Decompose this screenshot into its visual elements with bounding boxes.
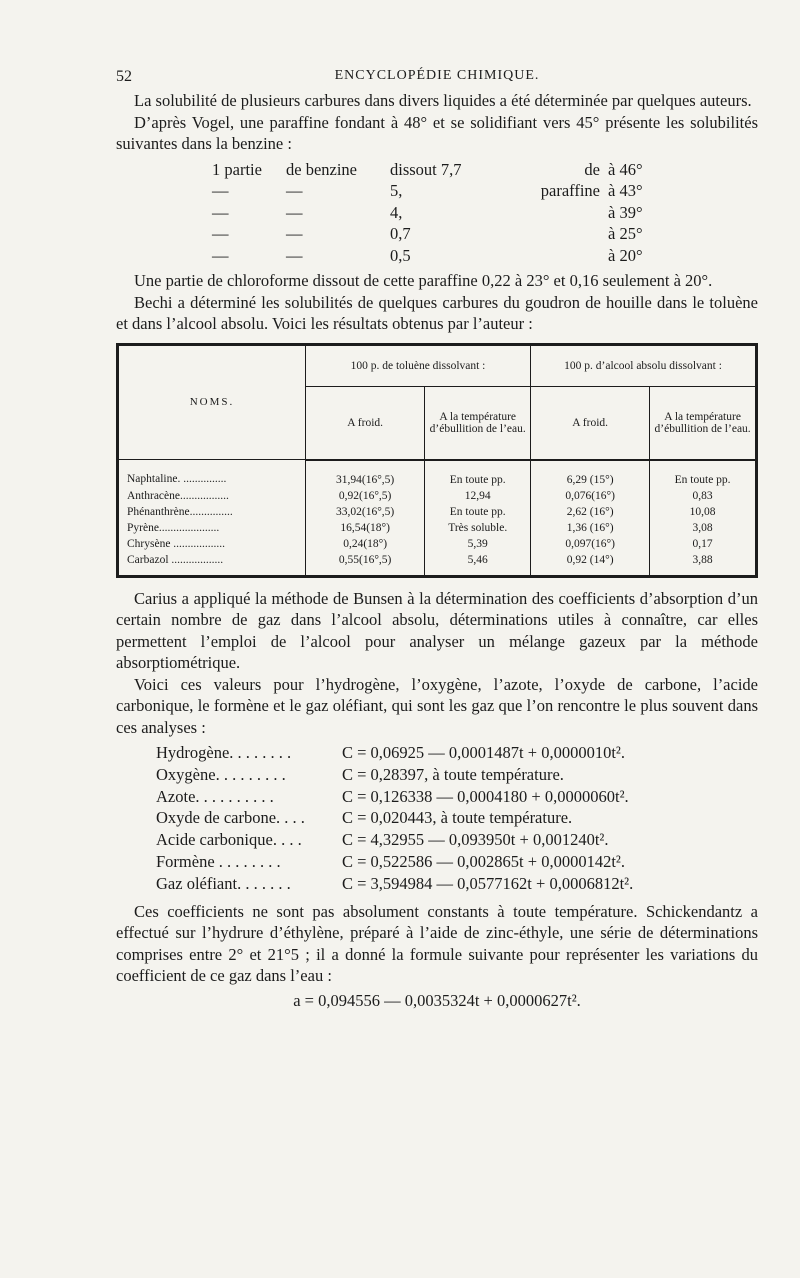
list-item: [212, 223, 758, 245]
column-group-toluene: 100 p. de toluène dissolvant :: [305, 344, 530, 386]
cell-alcohol-cold: 1,36 (16°): [531, 520, 650, 536]
temperature: à 25°: [608, 224, 643, 243]
list-item: [156, 807, 758, 829]
cell-toluene-cold: 0,55(16°,5): [305, 552, 424, 577]
cell-name: Carbazol ..................: [118, 552, 306, 577]
cell-name: Pyrène.....................: [118, 520, 306, 536]
table-row: [118, 460, 757, 488]
paragraph-7: Ces coefficients ne sont pas absolument constants à toute température. Schickendantz a effectué sur l’hydrure d’éthylène, préparé à l’aide de zinc-éthyle, une série de déterminations comprises entre 2° et 21°5 ; il a donné la formule suivante pour représenter les variations du coefficient de ce gaz dans l’eau :: [116, 901, 758, 986]
final-formula: a = 0,094556 — 0,0035324t + 0,0000627t².: [293, 990, 581, 1010]
quantity: 5,: [390, 181, 403, 200]
cell-name: Chrysène ..................: [118, 536, 306, 552]
list-item: [156, 873, 758, 895]
column-header-toluene-boil: A la température d’ébullition de l’eau.: [425, 386, 531, 460]
column-group-alcohol: 100 p. d’alcool absolu dissolvant :: [531, 344, 757, 386]
cell-toluene-boil: 5,46: [425, 552, 531, 577]
solute: [540, 223, 600, 245]
paragraph-3: Une partie de chloroforme dissout de cette paraffine 0,22 à 23° et 0,16 seulement à 20°.: [134, 271, 713, 290]
gas-formula: C = 3,594984 — 0,0577162t + 0,0006812t².: [342, 873, 634, 893]
list-item: [212, 245, 758, 267]
cell-toluene-cold: 31,94(16°,5): [305, 460, 424, 488]
page-header: [116, 68, 758, 90]
temperature: à 46°: [608, 159, 643, 179]
solvent: —: [286, 202, 303, 222]
column-header-toluene-cold: A froid.: [305, 386, 424, 460]
list-item: [212, 202, 758, 224]
cell-toluene-boil: 5,39: [425, 536, 531, 552]
document-page: [116, 68, 758, 1012]
running-title: ENCYCLOPÉDIE CHIMIQUE.: [334, 68, 540, 83]
cell-alcohol-cold: 2,62 (16°): [531, 504, 650, 520]
quantity: 0,7: [390, 224, 411, 243]
paragraph-4: Bechi a déterminé les solubilités de quelques carbures du goudron de houille dans le toluène et dans l’alcool absolu. Voici les résultats obtenus par l’auteur :: [116, 292, 758, 333]
amount: —: [212, 202, 229, 222]
cell-alcohol-boil: 0,83: [650, 488, 757, 504]
gas-formula: C = 0,020443, à toute température.: [342, 808, 573, 828]
gas-formula: C = 0,126338 — 0,0004180 + 0,0000060t².: [342, 786, 629, 806]
gas-name: Oxyde de carbone. . . .: [156, 808, 305, 828]
cell-toluene-cold: 0,92(16°,5): [305, 488, 424, 504]
solvent: —: [286, 181, 303, 200]
cell-alcohol-boil: 10,08: [650, 504, 757, 520]
cell-name: Naphtaline. ...............: [118, 460, 306, 488]
column-header-alcohol-boil: A la température d’ébullition de l’eau.: [650, 386, 757, 460]
cell-toluene-boil: En toute pp.: [425, 504, 531, 520]
quantity: dissout 7,7: [390, 159, 462, 179]
gas-name: Acide carbonique. . . .: [156, 830, 302, 850]
cell-alcohol-cold: 0,097(16°): [531, 536, 650, 552]
solute: [540, 180, 600, 202]
list-item: [156, 742, 758, 764]
table-row: [118, 536, 757, 552]
table-row: [118, 504, 757, 520]
gas-name: Hydrogène. . . . . . . .: [156, 743, 292, 762]
cell-alcohol-boil: 0,17: [650, 536, 757, 552]
cell-toluene-cold: 16,54(18°): [305, 520, 424, 536]
cell-toluene-boil: Très soluble.: [425, 520, 531, 536]
table-row: [118, 552, 757, 577]
solute: [540, 202, 600, 224]
solute: de paraffine: [540, 159, 600, 200]
page-number: 52: [116, 68, 132, 85]
cell-name: Phénanthrène...............: [118, 504, 306, 520]
absorption-coefficients-list: [156, 742, 758, 895]
cell-toluene-cold: 0,24(18°): [305, 536, 424, 552]
cell-alcohol-boil: En toute pp.: [650, 460, 757, 488]
cell-toluene-cold: 33,02(16°,5): [305, 504, 424, 520]
list-item: [156, 851, 758, 873]
list-item: [212, 180, 758, 202]
amount: —: [212, 181, 229, 200]
column-header-noms: NOMS.: [118, 344, 306, 460]
gas-name: Azote. . . . . . . . . .: [156, 786, 274, 806]
solubility-table: [116, 343, 758, 578]
vogel-solubility-list: [212, 159, 758, 267]
list-item: [156, 764, 758, 786]
cell-name: Anthracène.................: [118, 488, 306, 504]
paragraph-5: Carius a appliqué la méthode de Bunsen à la détermination des coefficients d’absorption d’un certain nombre de gaz dans l’alcool absolu, déterminations utiles à connaître, car elles permettent l’emploi de l’alcool pour analyser un mélange gazeux par la méthode absorptiométrique.: [116, 588, 758, 672]
temperature: à 43°: [608, 181, 643, 200]
amount: —: [212, 224, 229, 243]
list-item: [156, 829, 758, 851]
table-row: [118, 488, 757, 504]
cell-alcohol-boil: 3,08: [650, 520, 757, 536]
table-row: [118, 520, 757, 536]
solvent: de benzine: [286, 159, 358, 179]
cell-alcohol-cold: 0,076(16°): [531, 488, 650, 504]
amount: 1 partie: [212, 159, 262, 179]
cell-toluene-boil: 12,94: [425, 488, 531, 504]
temperature: à 39°: [608, 202, 643, 222]
gas-formula: C = 0,06925 — 0,0001487t + 0,0000010t².: [342, 743, 625, 762]
gas-name: Formène . . . . . . . .: [156, 851, 281, 871]
paragraph-6: Voici ces valeurs pour l’hydrogène, l’oxygène, l’azote, l’oxyde de carbone, l’acide carbonique, le formène et le gaz oléfiant, qui sont les gaz que l’on rencontre le plus souvent dans ces analyses :: [116, 674, 758, 737]
column-header-alcohol-cold: A froid.: [531, 386, 650, 460]
solvent: —: [286, 245, 303, 265]
paragraph-1: La solubilité de plusieurs carbures dans divers liquides a été déterminée par quelques auteurs.: [134, 91, 752, 110]
solvent: —: [286, 224, 303, 243]
quantity: 4,: [390, 202, 403, 222]
cell-toluene-boil: En toute pp.: [425, 460, 531, 488]
cell-alcohol-cold: 0,92 (14°): [531, 552, 650, 577]
quantity: 0,5: [390, 245, 411, 265]
paragraph-2: D’après Vogel, une paraffine fondant à 48° et se solidifiant vers 45° présente les solubilités suivantes dans la benzine :: [116, 112, 758, 153]
gas-formula: C = 4,32955 — 0,093950t + 0,001240t².: [342, 830, 609, 850]
gas-name: Oxygène. . . . . . . . .: [156, 764, 286, 784]
cell-alcohol-cold: 6,29 (15°): [531, 460, 650, 488]
gas-name: Gaz oléfiant. . . . . . .: [156, 873, 291, 893]
list-item: [156, 786, 758, 808]
gas-formula: C = 0,28397, à toute température.: [342, 764, 564, 784]
temperature: à 20°: [608, 245, 643, 265]
amount: —: [212, 245, 229, 265]
gas-formula: C = 0,522586 — 0,002865t + 0,0000142t².: [342, 851, 625, 871]
cell-alcohol-boil: 3,88: [650, 552, 757, 577]
solute: [540, 245, 600, 267]
